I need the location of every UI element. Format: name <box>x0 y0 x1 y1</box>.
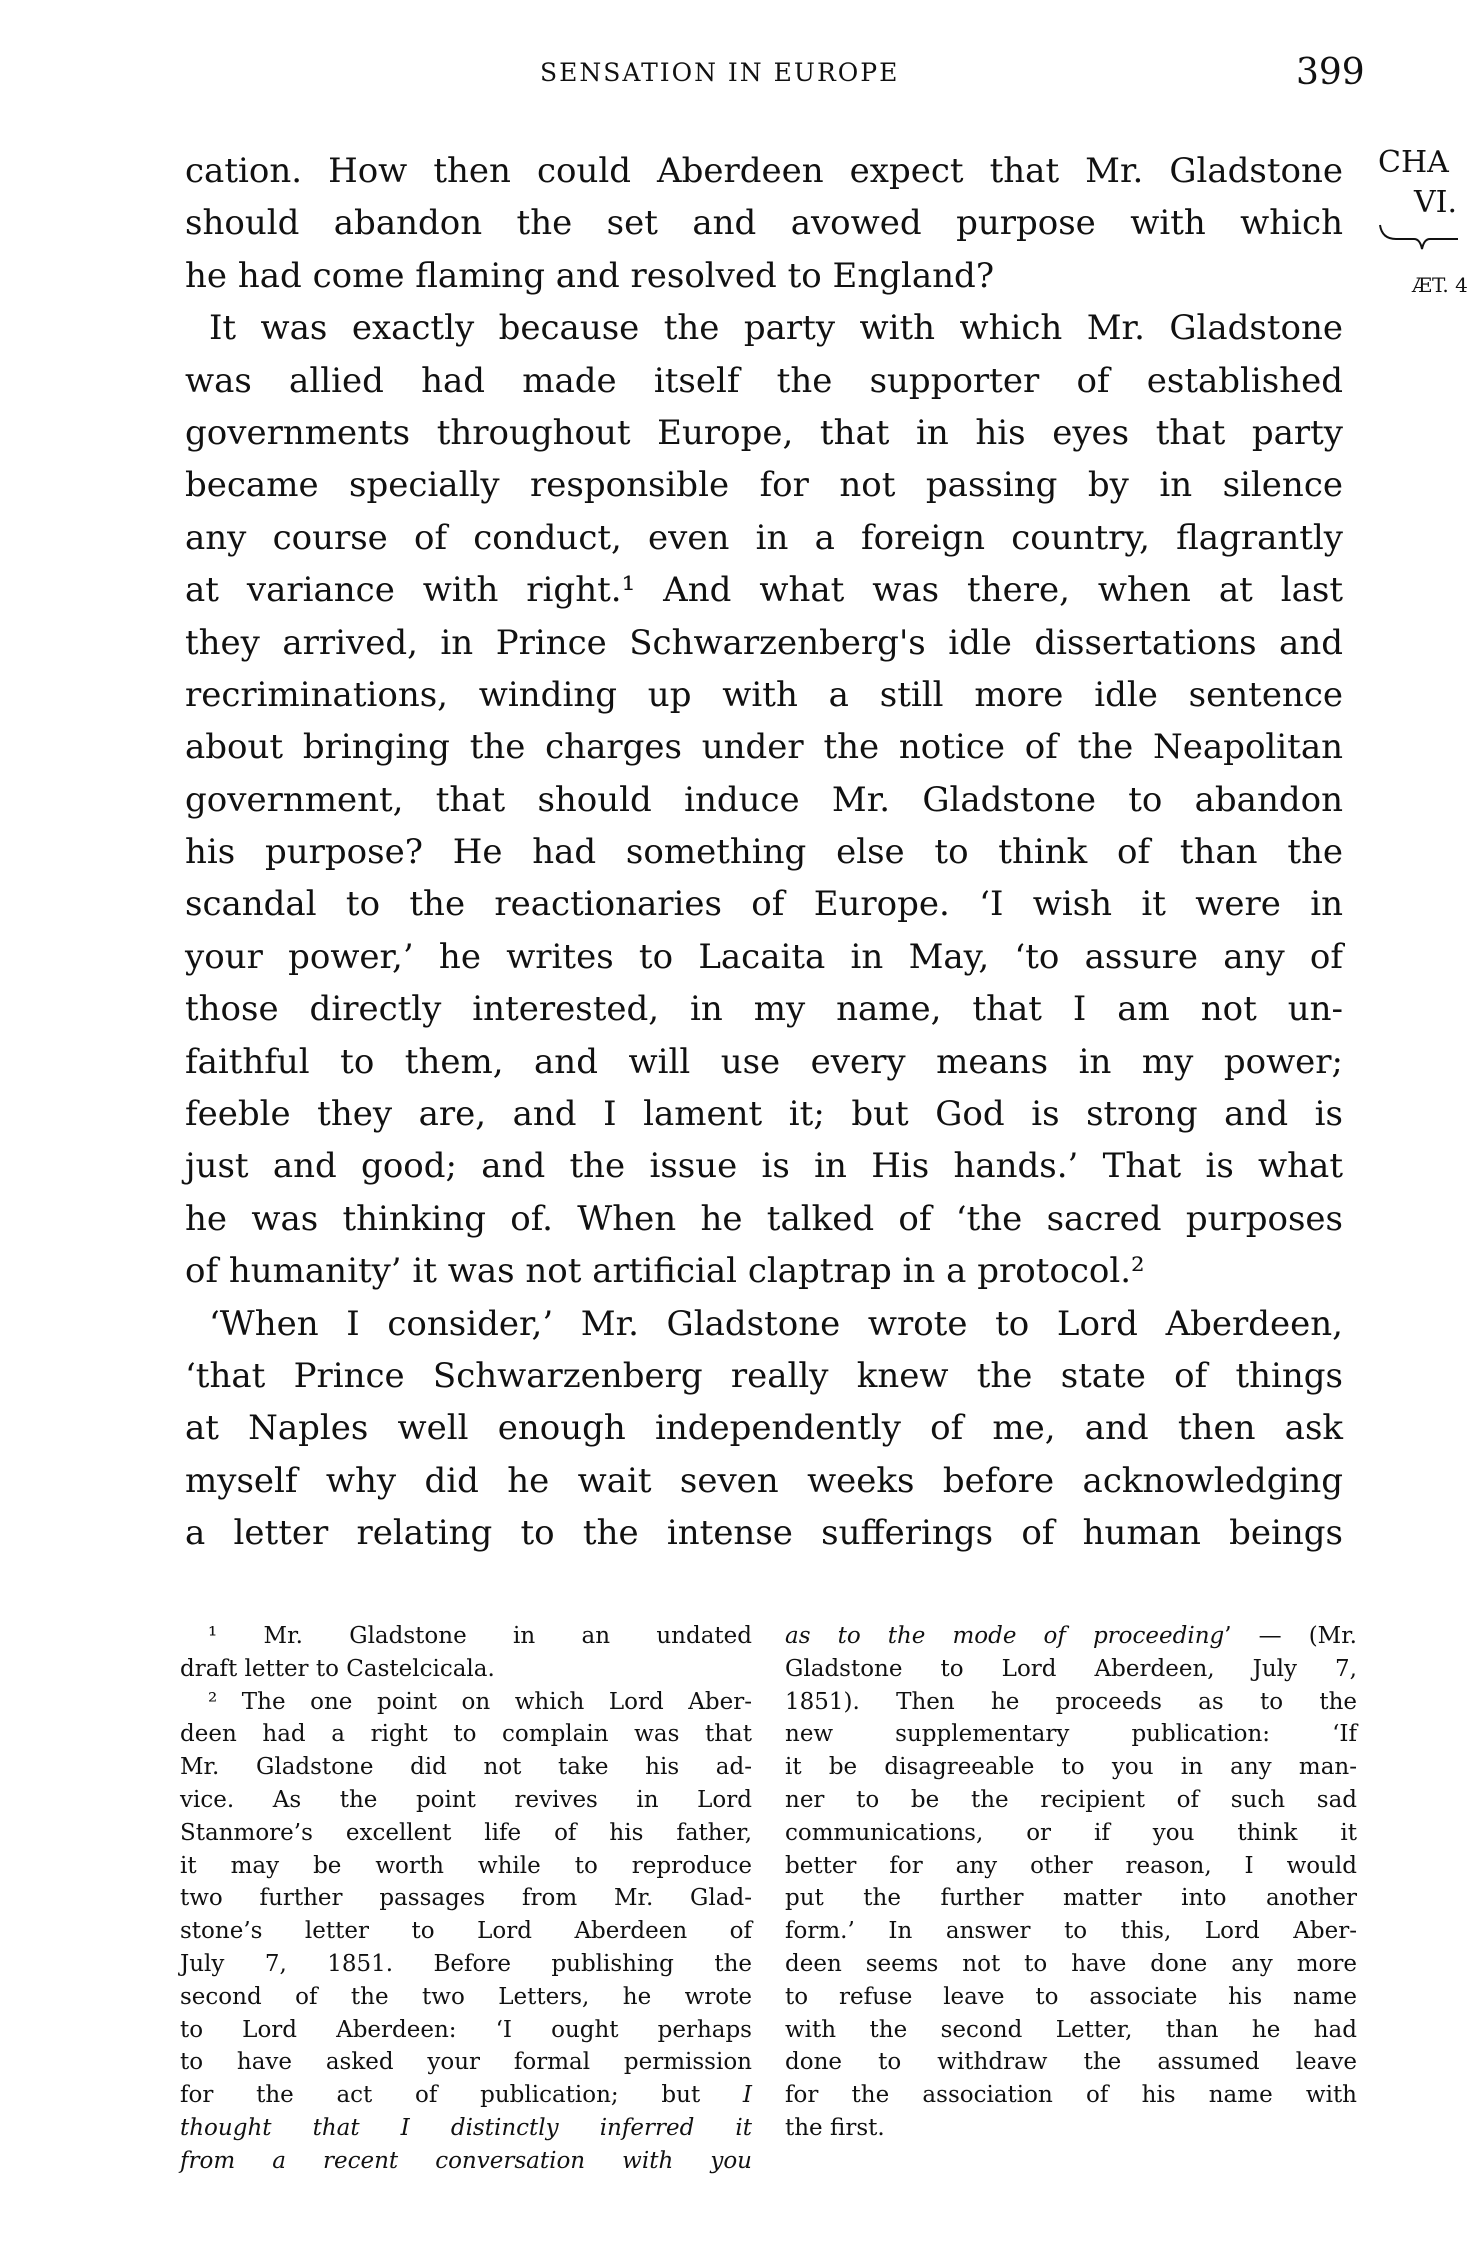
body-line: ‘When I consider,’ Mr. Gladstone wrote to Lord Aberdeen, <box>209 1303 1343 1344</box>
body-line: he had come flaming and resolved to England? <box>185 255 995 296</box>
footnote-line <box>785 1981 1357 2014</box>
footnote-line <box>785 1751 1357 1784</box>
footnote-line <box>785 1915 1357 1948</box>
body-line: at variance with right.¹ And what was there, when at last <box>185 570 1343 611</box>
footnote-text: ner to be the recipient of such sad <box>785 1786 1357 1813</box>
footnote-line <box>180 2079 752 2112</box>
body-line: of humanity’ it was not artificial claptrap in a protocol.² <box>185 1251 1145 1292</box>
body-line: a letter relating to the intense sufferings of human beings <box>185 1513 1343 1554</box>
footnote-text: ’ — (Mr. <box>1224 1623 1357 1649</box>
footnote-italic-text: thought that I distinctly inferred it <box>180 2114 752 2141</box>
brace-icon <box>1378 223 1458 253</box>
footnote-text: to Lord Aberdeen: ‘I ought perhaps <box>180 2016 752 2043</box>
footnote-text: put the further matter into another <box>785 1885 1357 1912</box>
footnote-italic-text: as to the mode of proceeding <box>785 1623 1225 1649</box>
footnotes-left-column <box>180 1620 752 2178</box>
footnote-text: it may be worth while to reproduce <box>180 1852 752 1879</box>
footnote-text: deen had a right to complain was that <box>180 1721 752 1748</box>
body-line: those directly interested, in my name, that I am not un- <box>185 989 1343 1030</box>
footnote-text: for the act of publication; but <box>180 2082 743 2109</box>
footnote-text: Gladstone to Lord Aberdeen, July 7, <box>785 1655 1357 1682</box>
footnote-line <box>180 1751 752 1784</box>
footnote-text: ² The one point on which Lord Aber- <box>208 1688 752 1715</box>
footnote-italic-text: from a recent conversation with you <box>180 2147 752 2174</box>
footnote-text: form.’ In answer to this, Lord Aber- <box>785 1918 1357 1945</box>
footnote-text: to refuse leave to associate his name <box>785 1983 1357 2010</box>
footnote-line <box>180 1620 752 1653</box>
footnote-line <box>180 1915 752 1948</box>
footnote-text: better for any other reason, I would <box>785 1852 1357 1879</box>
footnote-line <box>785 2079 1357 2112</box>
page-number: 399 <box>1296 52 1365 93</box>
footnote-italic-text: I <box>742 2082 752 2109</box>
footnote-text: second of the two Letters, he wrote <box>180 1983 752 2010</box>
footnote-line <box>180 2014 752 2047</box>
body-line: he was thinking of. When he talked of ‘the sacred purposes <box>185 1198 1343 1239</box>
footnote-line <box>785 1948 1357 1981</box>
footnote-line <box>785 1620 1357 1653</box>
body-line: governments throughout Europe, that in his eyes that party <box>185 412 1343 453</box>
footnote-line <box>180 1882 752 1915</box>
footnote-text: done to withdraw the assumed leave <box>785 2049 1357 2076</box>
body-line: should abandon the set and avowed purpose with which <box>185 203 1343 244</box>
footnote-line <box>180 1981 752 2014</box>
footnote-line <box>785 1653 1357 1686</box>
body-line: myself why did he wait seven weeks before acknowledging <box>185 1460 1343 1501</box>
footnote-text: it be disagreeable to you in any man- <box>785 1754 1357 1781</box>
footnote-text: vice. As the point revives in Lord <box>180 1786 752 1813</box>
footnote-text: to have asked your formal permission <box>180 2049 752 2076</box>
body-line: recriminations, winding up with a still more idle sentence <box>185 674 1343 715</box>
footnote-line <box>180 2112 752 2145</box>
margin-chapter: CHA <box>1378 145 1449 180</box>
body-line: they arrived, in Prince Schwarzenberg's idle dissertations and <box>185 622 1343 663</box>
footnote-text: stone’s letter to Lord Aberdeen of <box>180 1918 752 1945</box>
footnote-line <box>180 1784 752 1817</box>
footnote-line <box>180 2046 752 2079</box>
footnote-text: ¹ Mr. Gladstone in an undated <box>208 1623 752 1649</box>
body-line: was allied had made itself the supporter of established <box>185 360 1343 401</box>
margin-age: ÆT. 4 <box>1412 273 1468 297</box>
body-line: government, that should induce Mr. Gladstone to abandon <box>185 779 1343 820</box>
body-line: his purpose? He had something else to think of than the <box>185 832 1343 873</box>
running-header: SENSATION IN EUROPE <box>540 58 900 87</box>
footnote-line <box>180 2145 752 2178</box>
body-text <box>185 145 1343 1560</box>
body-line: your power,’ he writes to Lacaita in May, ‘to assure any of <box>185 936 1343 977</box>
footnote-line <box>785 1686 1357 1719</box>
footnote-text: with the second Letter, than he had <box>785 2016 1357 2043</box>
footnote-text: 1851). Then he proceeds as to the <box>785 1688 1357 1715</box>
body-line: became specially responsible for not passing by in silence <box>185 465 1343 506</box>
footnote-line <box>785 1882 1357 1915</box>
footnote-line <box>785 2112 1357 2145</box>
footnote-line <box>180 1653 752 1686</box>
body-line: scandal to the reactionaries of Europe. ‘I wish it were in <box>185 884 1343 925</box>
footnote-line <box>180 1948 752 1981</box>
footnote-text: for the association of his name with <box>785 2082 1357 2109</box>
footnote-line <box>180 1850 752 1883</box>
footnote-line <box>785 1784 1357 1817</box>
body-line: faithful to them, and will use every means in my power; <box>185 1041 1343 1082</box>
body-line: cation. How then could Aberdeen expect that Mr. Gladstone <box>185 151 1343 191</box>
footnote-text: Mr. Gladstone did not take his ad- <box>180 1754 752 1781</box>
footnote-text: July 7, 1851. Before publishing the <box>180 1950 752 1977</box>
footnote-line <box>785 2014 1357 2047</box>
footnote-line <box>785 1817 1357 1850</box>
footnote-text: two further passages from Mr. Glad- <box>180 1885 752 1912</box>
footnote-line <box>180 1718 752 1751</box>
footnote-line <box>180 1817 752 1850</box>
footnote-line <box>785 1718 1357 1751</box>
body-line: at Naples well enough independently of me, and then ask <box>185 1408 1343 1449</box>
body-line: It was exactly because the party with which Mr. Gladstone <box>209 308 1343 349</box>
footnote-line <box>785 2046 1357 2079</box>
body-line: about bringing the charges under the notice of the Neapolitan <box>185 727 1343 768</box>
body-line: any course of conduct, even in a foreign country, flagrantly <box>185 517 1343 558</box>
footnote-text: new supplementary publication: ‘If <box>785 1721 1357 1748</box>
footnote-text: the first. <box>785 2114 885 2141</box>
footnote-text: communications, or if you think it <box>785 1819 1357 1846</box>
body-line: just and good; and the issue is in His hands.’ That is what <box>185 1146 1343 1187</box>
footnotes-right-column <box>785 1620 1357 2145</box>
footnote-line <box>180 1686 752 1719</box>
footnote-text: Stanmore’s excellent life of his father, <box>180 1819 752 1846</box>
body-line: feeble they are, and I lament it; but God is strong and is <box>185 1094 1343 1135</box>
footnote-text: draft letter to Castelcicala. <box>180 1655 495 1682</box>
footnote-line <box>785 1850 1357 1883</box>
margin-chapter-number: VI. <box>1414 185 1458 220</box>
footnote-text: deen seems not to have done any more <box>785 1950 1357 1977</box>
body-line: ‘that Prince Schwarzenberg really knew the state of things <box>185 1355 1343 1396</box>
